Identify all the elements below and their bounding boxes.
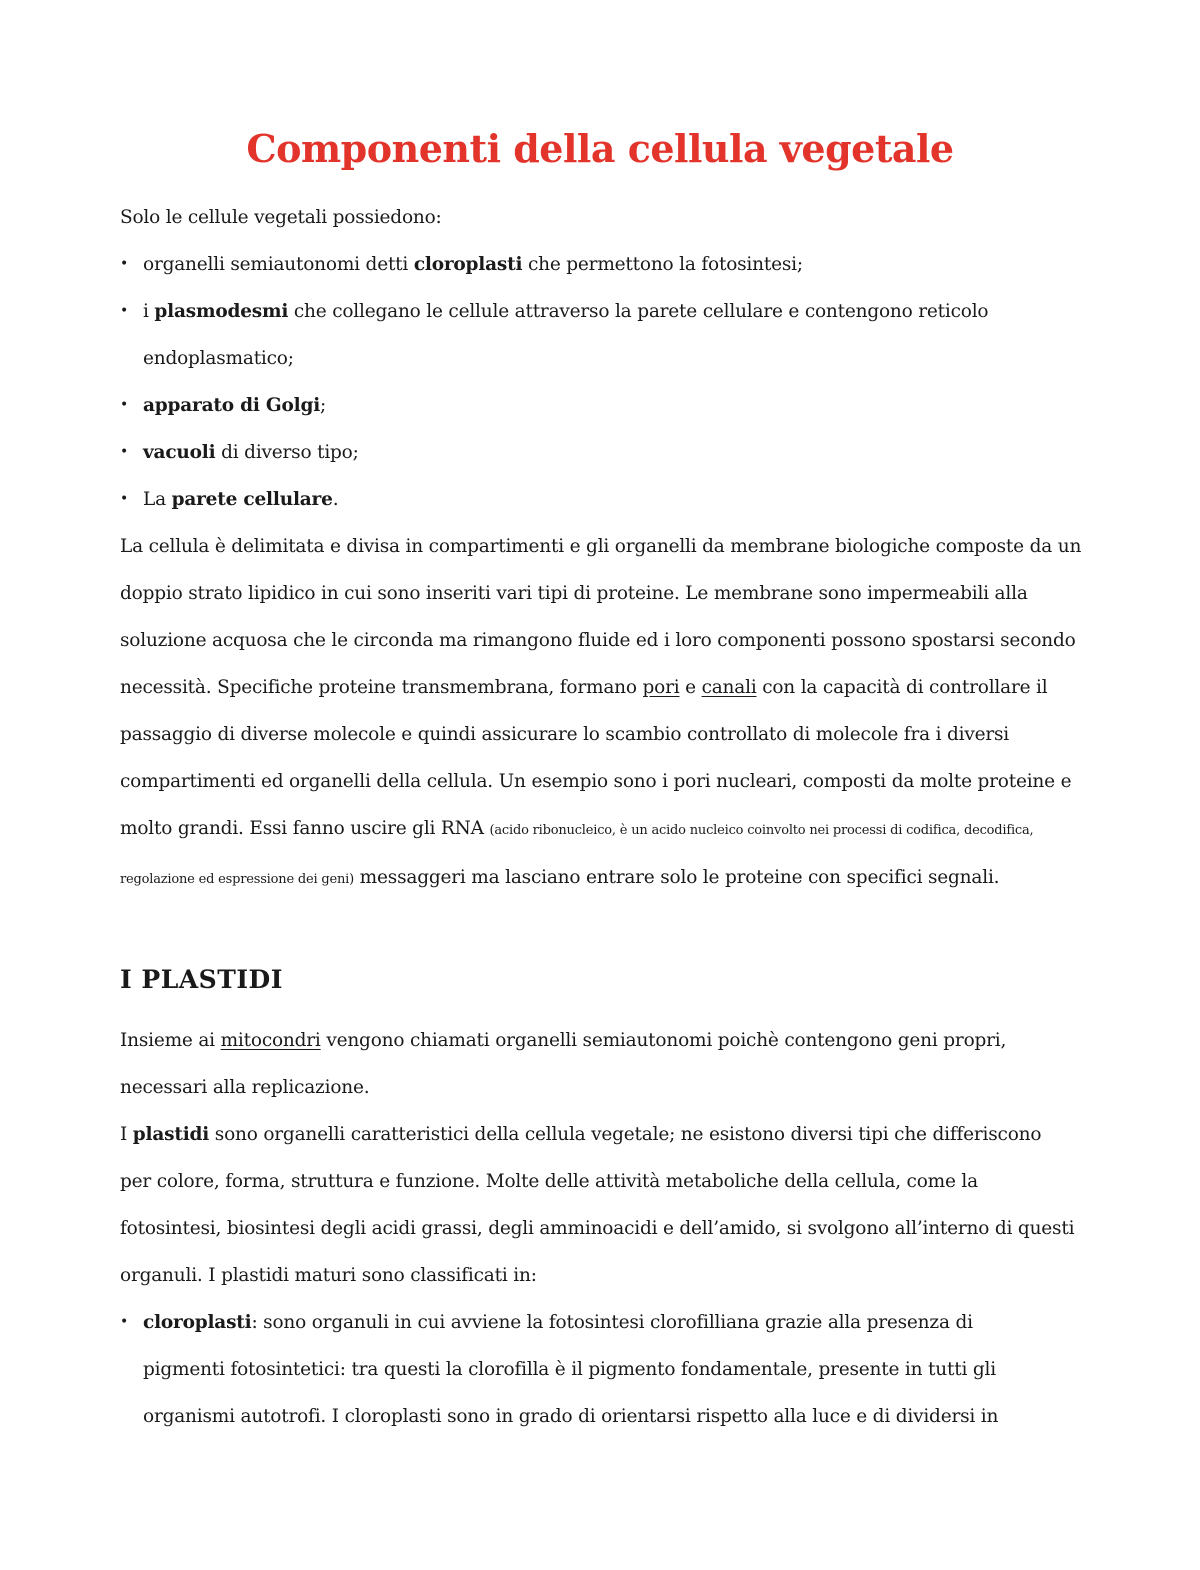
list-item: • La parete cellulare.: [120, 476, 1080, 523]
page-title: Componenti della cellula vegetale: [246, 126, 954, 171]
membrane-paragraph: La cellula è delimitata e divisa in compartimenti e gli organelli da membrane biologiche composte da un doppio strato lipidico in cui sono inseriti vari tipi di proteine. Le membrane sono impermeabili alla soluzione acquosa che le circonda ma rimangono fluide ed i loro componenti possono spostarsi secondo necessità. Specifiche proteine transmembrana, formano pori e canali con la capacità di controllare il passaggio di diverse molecole e quindi assicurare lo scambio controllato di molecole fra i diversi compartimenti ed organelli della cellula. Un esempio sono i pori nucleari, composti da molte proteine e molto grandi. Essi fanno uscire gli RNA (acido ribonucleico, è un acido nucleico coinvolto nei processi di codifica, decodifica, regolazione ed espressione dei geni) messaggeri ma lasciano entrare solo le proteine con specifici segnali.: [120, 536, 1082, 888]
mitocondri-paragraph: Insieme ai mitocondri vengono chiamati organelli semiautonomi poichè contengono geni propri, necessari alla replicazione.: [120, 1030, 1007, 1098]
plastidi-list: [120, 1299, 1080, 1440]
rna-note: (acido ribonucleico, è un acido nucleico coinvolto nei processi di codifica, decodifica, regolazione ed espressione dei geni): [120, 823, 1034, 887]
bullet-icon: •: [120, 303, 129, 319]
bullet-icon: •: [120, 444, 129, 460]
mitocondri-term: mitocondri: [220, 1030, 321, 1051]
list-item: • i plasmodesmi che collegano le cellule attraverso la parete cellulare e contengono reticolo endoplasmatico;: [120, 288, 1023, 382]
plastidi-paragraph: I plastidi sono organelli caratteristici della cellula vegetale; ne esistono diversi tipi che differiscono per colore, forma, struttura e funzione. Molte delle attività metaboliche della cellula, come la fotosintesi, biosintesi degli acidi grassi, degli amminoacidi e dell’amido, si svolgono all’interno di questi organuli. I plastidi maturi sono classificati in:: [120, 1124, 1075, 1286]
list-item: • organelli semiautonomi detti cloroplasti che permettono la fotosintesi;: [120, 241, 1023, 288]
bullet-icon: •: [120, 397, 129, 413]
bullet-icon: •: [120, 1314, 129, 1330]
bullet-icon: •: [120, 491, 129, 507]
list-item: • vacuoli di diverso tipo;: [120, 429, 1080, 476]
intro-text: Solo le cellule vegetali possiedono:: [120, 207, 442, 228]
pori-term: pori: [642, 677, 680, 698]
canali-term: canali: [701, 677, 757, 698]
bullet-icon: •: [120, 256, 129, 272]
list-item: • apparato di Golgi;: [120, 382, 1080, 429]
list-item: • cloroplasti: sono organuli in cui avviene la fotosintesi clorofilliana grazie alla presenza di pigmenti fotosintetici: tra questi la clorofilla è il pigmento fondamentale, presente in tutti gli organismi autotrofi. I cloroplasti sono in grado di orientarsi rispetto alla luce e di dividersi in: [120, 1299, 1043, 1440]
components-list: [120, 241, 1080, 523]
section-heading-plastidi: I PLASTIDI: [120, 965, 283, 994]
